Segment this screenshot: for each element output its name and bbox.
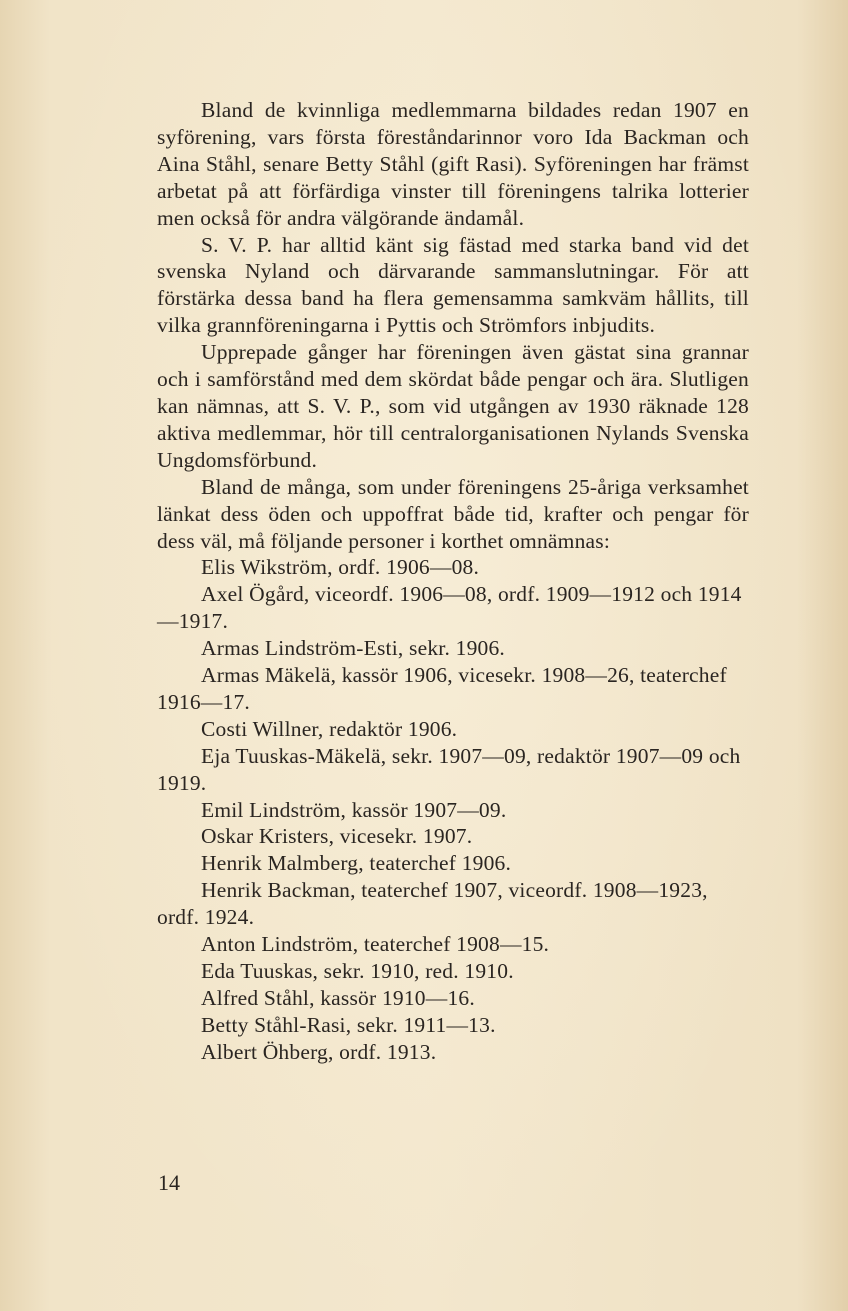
member-entry: Axel Ögård, viceordf. 1906—08, ordf. 1909—1912 och 1914—1917. [157, 582, 742, 634]
paragraph-neighbors: Upprepade gånger har föreningen även gästat sina grannar och i samförstånd med dem skördat både pengar och ära. Slutligen kan nämnas, att S. V. P., som vid utgången av 1930 räknade 128 aktiva medlemmar, hör till centralorganisationen Nylands Svenska Ungdomsförbund. [157, 340, 749, 472]
member-entry: Oskar Kristers, vicesekr. 1907. [201, 824, 473, 849]
paragraph-members-intro: Bland de många, som under föreningens 25-åriga verksamhet länkat dess öden och uppoffrat både tid, krafter och pengar för dess väl, må följande personer i korthet omnämnas: [157, 474, 749, 553]
page-number: 14 [158, 1170, 180, 1195]
paragraph-sewing-club: Bland de kvinnliga medlemmarna bildades redan 1907 en syförening, vars första föreståndarinnor voro Ida Backman och Aina Ståhl, senare Betty Ståhl (gift Rasi). Syföreningen har främst arbetat på att förfärdiga vinster till föreningens talrika lotterier men också för andra välgörande ändamål. [157, 98, 749, 230]
paragraph-nyland-ties: S. V. P. har alltid känt sig fästad med starka band vid det svenska Nyland och därvarande sammanslutningar. För att förstärka dessa band ha flera gemensamma samkväm hållits, till vilka grannföreningarna i Pyttis och Strömfors inbjudits. [157, 232, 749, 338]
member-entry: Anton Lindström, teaterchef 1908—15. [201, 932, 550, 957]
body-text [157, 97, 749, 1066]
member-entry: Armas Lindström-Esti, sekr. 1906. [201, 636, 505, 661]
member-entry: Armas Mäkelä, kassör 1906, vicesekr. 1908—26, teaterchef 1916—17. [157, 663, 727, 714]
member-entry: Albert Öhberg, ordf. 1913. [201, 1039, 437, 1064]
member-list [157, 554, 749, 1065]
member-entry: Emil Lindström, kassör 1907—09. [201, 797, 507, 822]
member-entry: Betty Ståhl-Rasi, sekr. 1911—13. [201, 1012, 496, 1037]
member-entry: Costi Willner, redaktör 1906. [201, 716, 458, 741]
member-entry: Henrik Backman, teaterchef 1907, viceordf. 1908—1923, ordf. 1924. [157, 878, 708, 930]
member-entry: Henrik Malmberg, teaterchef 1906. [201, 851, 512, 876]
member-entry: Elis Wikström, ordf. 1906—08. [201, 555, 480, 580]
member-entry: Alfred Ståhl, kassör 1910—16. [201, 985, 475, 1010]
member-entry: Eda Tuuskas, sekr. 1910, red. 1910. [201, 959, 514, 983]
member-entry: Eja Tuuskas-Mäkelä, sekr. 1907—09, redaktör 1907—09 och 1919. [157, 743, 741, 795]
